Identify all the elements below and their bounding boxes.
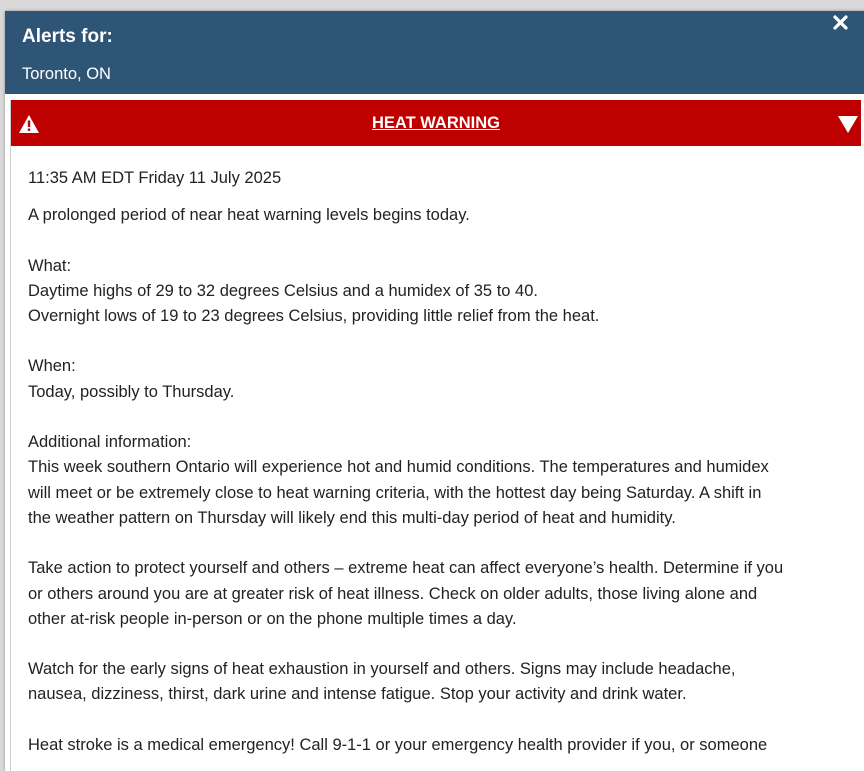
alert-bar[interactable] xyxy=(11,100,861,146)
alerts-dialog xyxy=(5,11,864,771)
action-line: Take action to protect yourself and others – extreme heat can affect everyone’s health. Determine if you xyxy=(28,559,784,578)
alert-timestamp: 11:35 AM EDT Friday 11 July 2025 xyxy=(28,169,282,187)
dialog-title: Alerts for: xyxy=(22,26,113,47)
stroke-section xyxy=(28,733,848,758)
alert-panel xyxy=(10,100,861,771)
what-line: Daytime highs of 29 to 32 degrees Celsius and a humidex of 35 to 40. xyxy=(28,281,538,300)
alert-intro: A prolonged period of near heat warning levels begins today. xyxy=(28,206,470,225)
chevron-down-icon[interactable] xyxy=(838,116,858,133)
when-line: Today, possibly to Thursday. xyxy=(28,382,235,401)
when-section xyxy=(28,354,848,405)
signs-line: Watch for the early signs of heat exhaustion in yourself and others. Signs may include headache, xyxy=(28,660,736,679)
additional-section xyxy=(28,430,848,531)
additional-line: This week southern Ontario will experience hot and humid conditions. The temperatures and humidex xyxy=(28,458,769,477)
additional-line: the weather pattern on Thursday will likely end this multi-day period of heat and humidity. xyxy=(28,508,676,527)
additional-label: Additional information: xyxy=(28,433,192,452)
what-section xyxy=(28,254,848,330)
signs-line: nausea, dizziness, thirst, dark urine and intense fatigue. Stop your activity and drink water. xyxy=(28,685,687,704)
action-line: other at-risk people in-person or on the phone multiple times a day. xyxy=(28,609,517,628)
alert-title-link[interactable]: HEAT WARNING xyxy=(371,114,501,132)
stroke-line: Heat stroke is a medical emergency! Call 9-1-1 or your emergency health provider if you, or someone xyxy=(28,735,768,754)
action-line: or others around you are at greater risk of heat illness. Check on older adults, those living alone and xyxy=(28,584,758,603)
additional-line: will meet or be extremely close to heat warning criteria, with the hottest day being Saturday. A shift in xyxy=(28,483,762,502)
dialog-header xyxy=(5,11,864,94)
close-icon xyxy=(833,15,848,30)
alert-body xyxy=(11,146,848,758)
location-name: Toronto, ON xyxy=(22,65,111,83)
action-section xyxy=(28,556,848,632)
close-button[interactable] xyxy=(827,8,853,36)
when-label: When: xyxy=(28,357,76,376)
signs-section xyxy=(28,657,848,708)
what-label: What: xyxy=(28,256,72,275)
what-line: Overnight lows of 19 to 23 degrees Celsius, providing little relief from the heat. xyxy=(28,307,600,326)
